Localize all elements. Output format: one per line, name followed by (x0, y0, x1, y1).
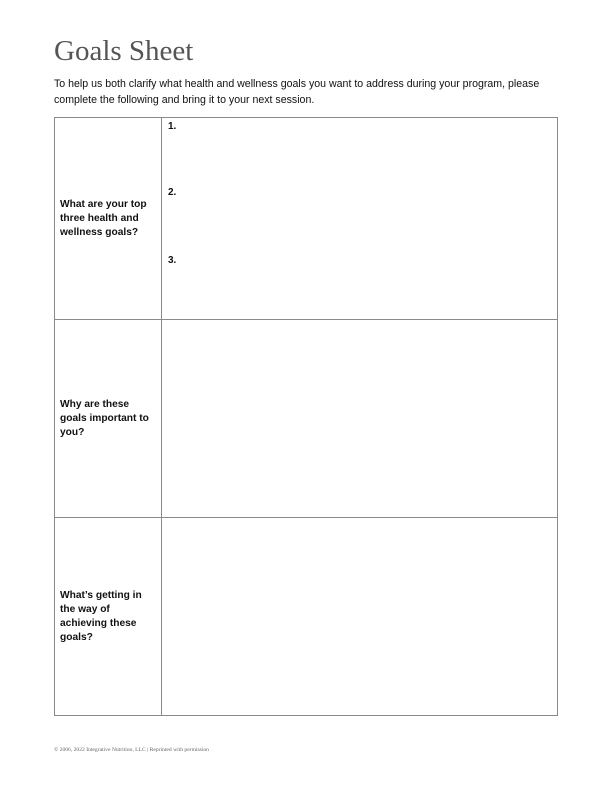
question-label-goals: What are your top three health and wellness goals? (60, 198, 147, 238)
copyright-footer: © 2006, 2022 Integrative Nutrition, LLC | Reprinted with permission (54, 747, 209, 753)
table-row-obstacles (55, 518, 558, 716)
page-title: Goals Sheet (54, 35, 194, 67)
goal-number-1: 1. (168, 121, 177, 132)
goal-number-2: 2. (168, 187, 177, 198)
table-row-importance (55, 320, 558, 518)
table-row-goals (55, 118, 558, 320)
question-cell-importance (55, 320, 162, 518)
question-cell-obstacles (55, 518, 162, 716)
question-label-obstacles: What’s getting in the way of achieving these goals? (60, 589, 142, 643)
goal-number-3: 3. (168, 255, 177, 266)
answer-cell-obstacles[interactable] (162, 518, 558, 716)
goals-table (54, 117, 558, 716)
intro-text: To help us both clarify what health and wellness goals you want to address during your program, please complete the following and bring it to your next session. (54, 78, 540, 106)
answer-cell-importance[interactable] (162, 320, 558, 518)
question-cell-goals (55, 118, 162, 320)
question-label-importance: Why are these goals important to you? (60, 398, 149, 438)
answer-cell-goals[interactable] (162, 118, 558, 320)
